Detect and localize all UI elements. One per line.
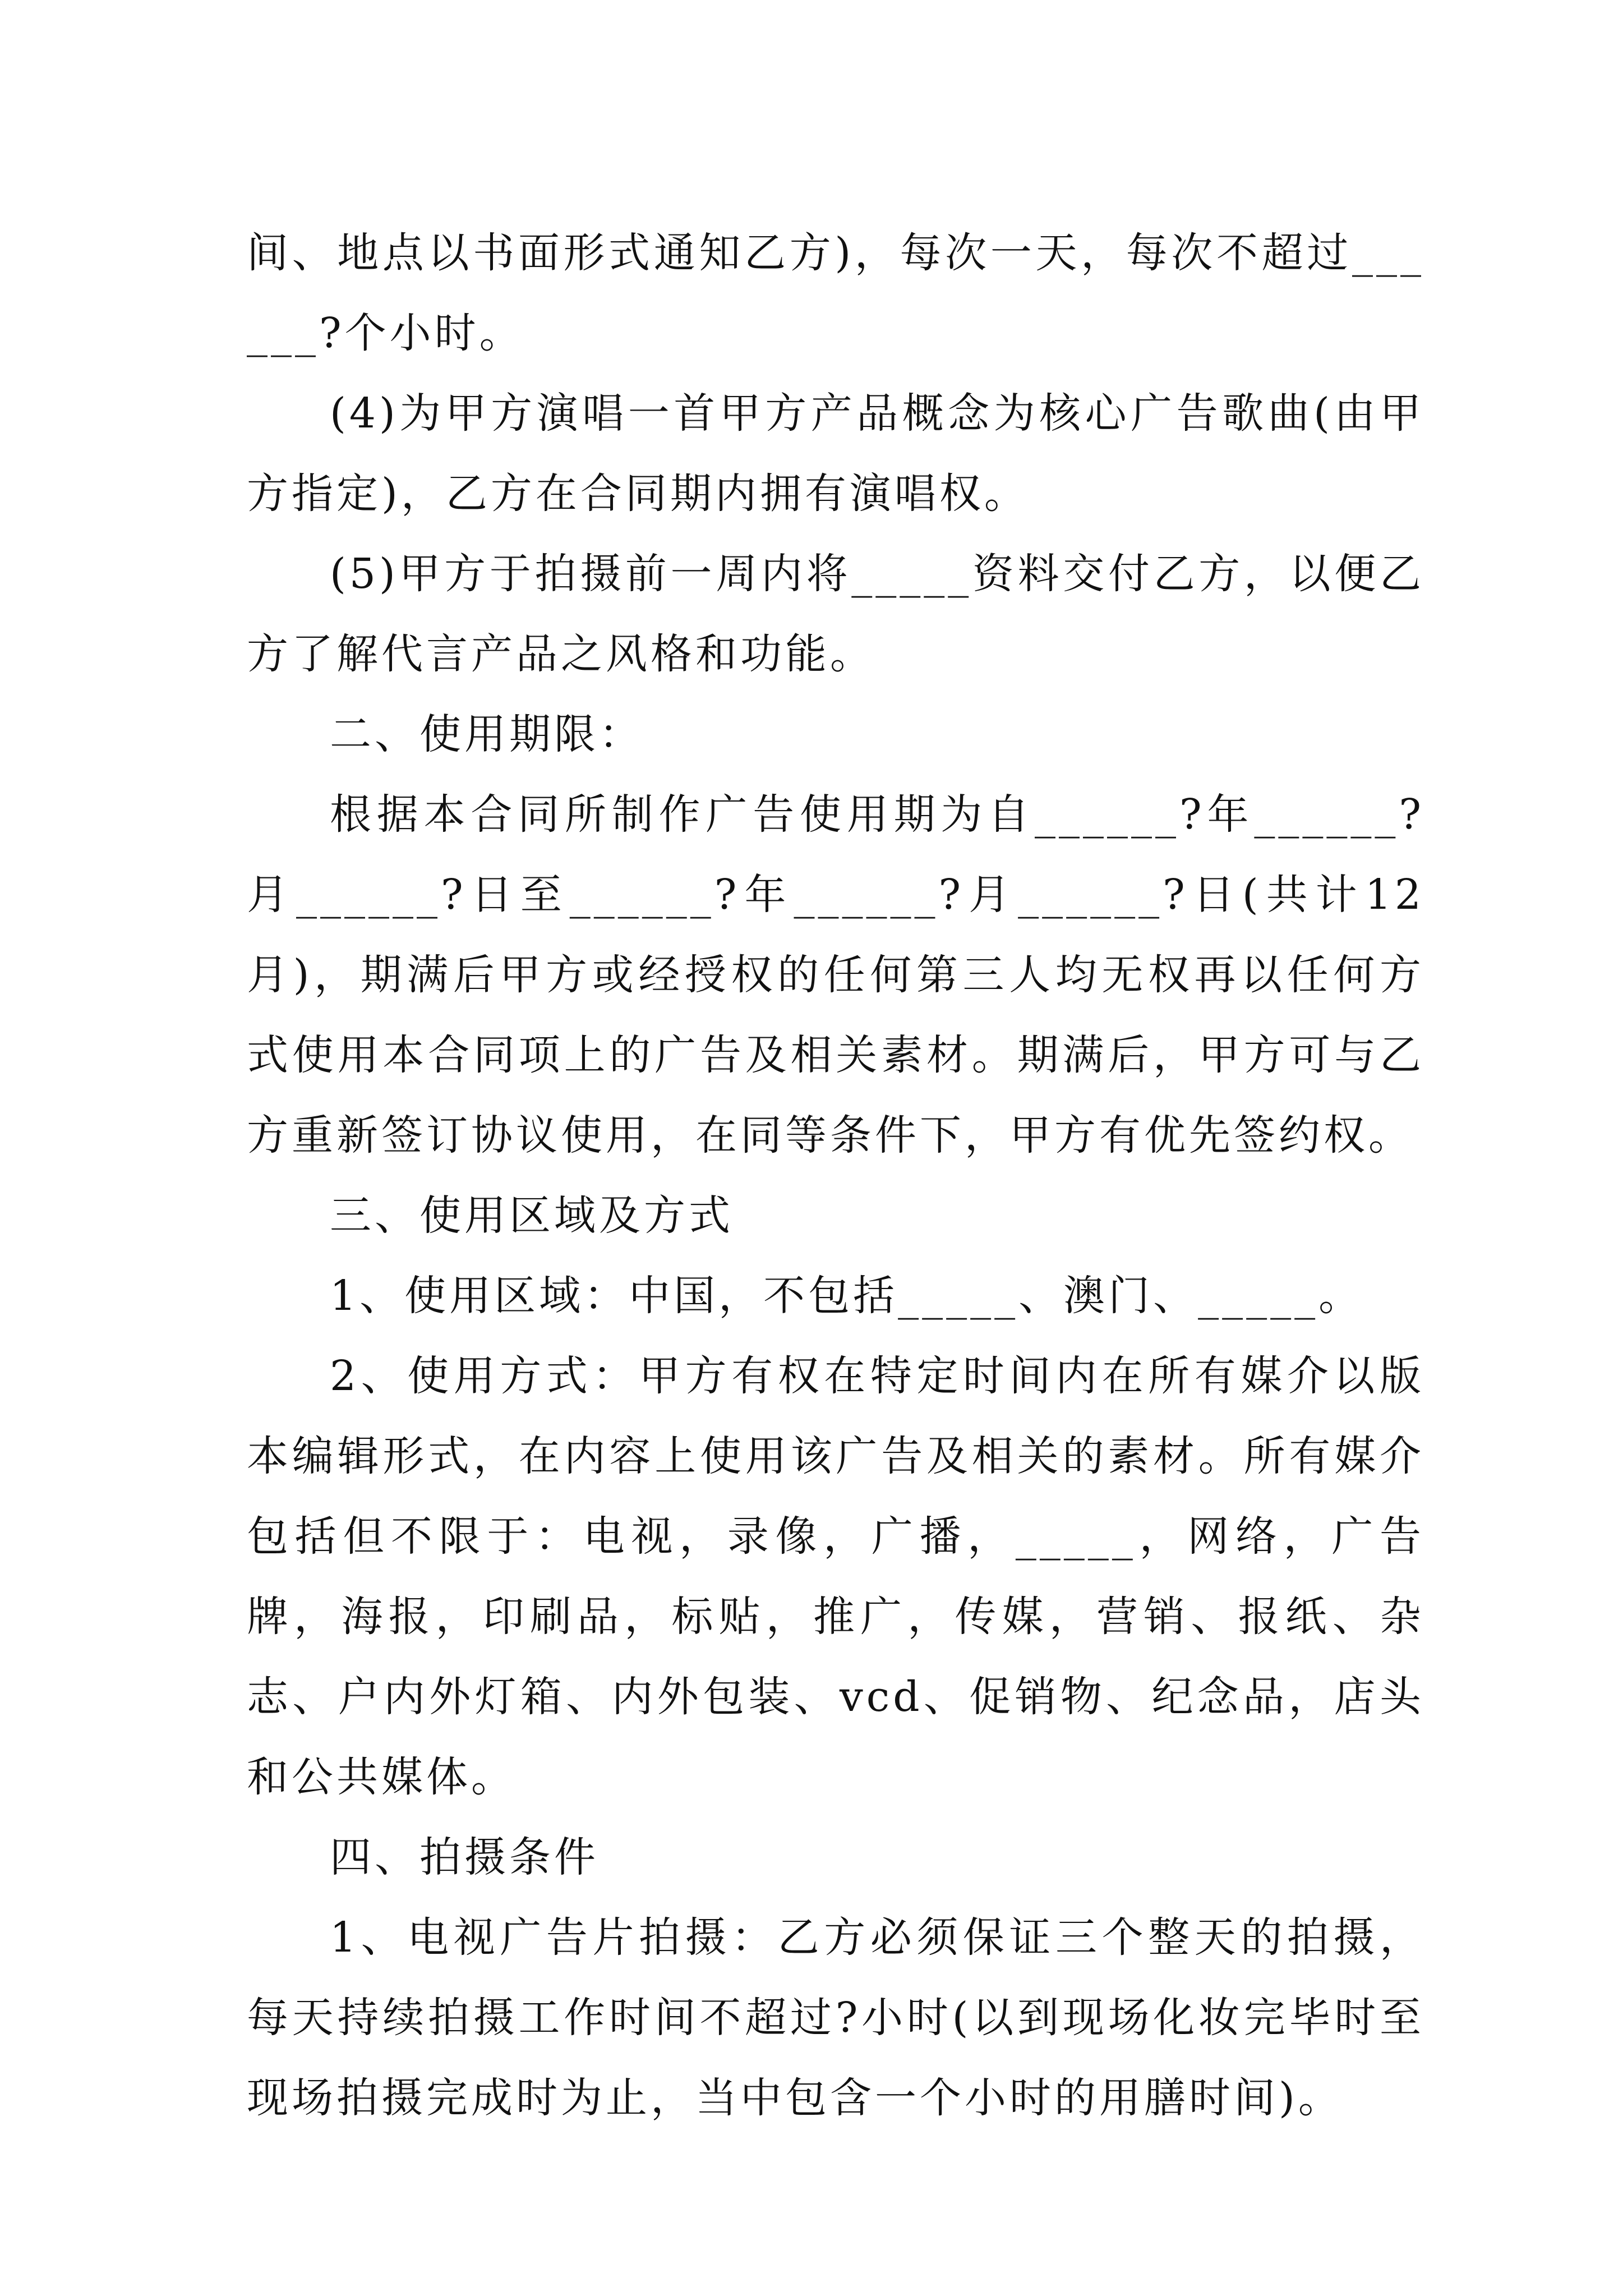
- paragraph-1: 间、地点以书面形式通知乙方)，每次一天，每次不超过______?个小时。: [247, 229, 1424, 357]
- document-body: [247, 213, 1424, 2138]
- paragraph-tv-shooting: 1、电视广告片拍摄：乙方必须保证三个整天的拍摄，每天持续拍摄工作时间不超过?小时(以到现场化妆完毕时至现场拍摄完成时为止，当中包含一个小时的用膳时间)。: [247, 1913, 1424, 2122]
- paragraph-2: (4)为甲方演唱一首甲方产品概念为核心广告歌曲(由甲方指定)，乙方在合同期内拥有演唱权。: [247, 389, 1424, 518]
- section-heading-usage-region: 三、使用区域及方式: [330, 1191, 734, 1240]
- paragraph-usage-region: 1、使用区域：中国，不包括_____、澳门、_____。: [330, 1272, 1364, 1320]
- paragraph-usage-period: 根据本合同所制作广告使用期为自______?年______?月______?日至______?年______?月______?日(共计12月)，期满后甲方或经授权的任何第三人均无权再以任何方式使用本合同项上的广告及相关素材。期满后，甲方可与乙方重新签订协议使用，在同等条件下，甲方有优先签约权。: [247, 790, 1424, 1159]
- section-heading-usage-period: 二、使用期限：: [330, 710, 644, 758]
- section-heading-shooting-conditions: 四、拍摄条件: [330, 1833, 599, 1881]
- paragraph-3: (5)甲方于拍摄前一周内将_____资料交付乙方，以便乙方了解代言产品之风格和功能。: [247, 550, 1424, 678]
- paragraph-usage-method: 2、使用方式：甲方有权在特定时间内在所有媒介以版本编辑形式，在内容上使用该广告及相关的素材。所有媒介包括但不限于：电视，录像，广播，_____，网络，广告牌，海报，印刷品，标贴，推广，传媒，营销、报纸、杂志、户内外灯箱、内外包装、vcd、促销物、纪念品，店头和公共媒体。: [247, 1352, 1424, 1801]
